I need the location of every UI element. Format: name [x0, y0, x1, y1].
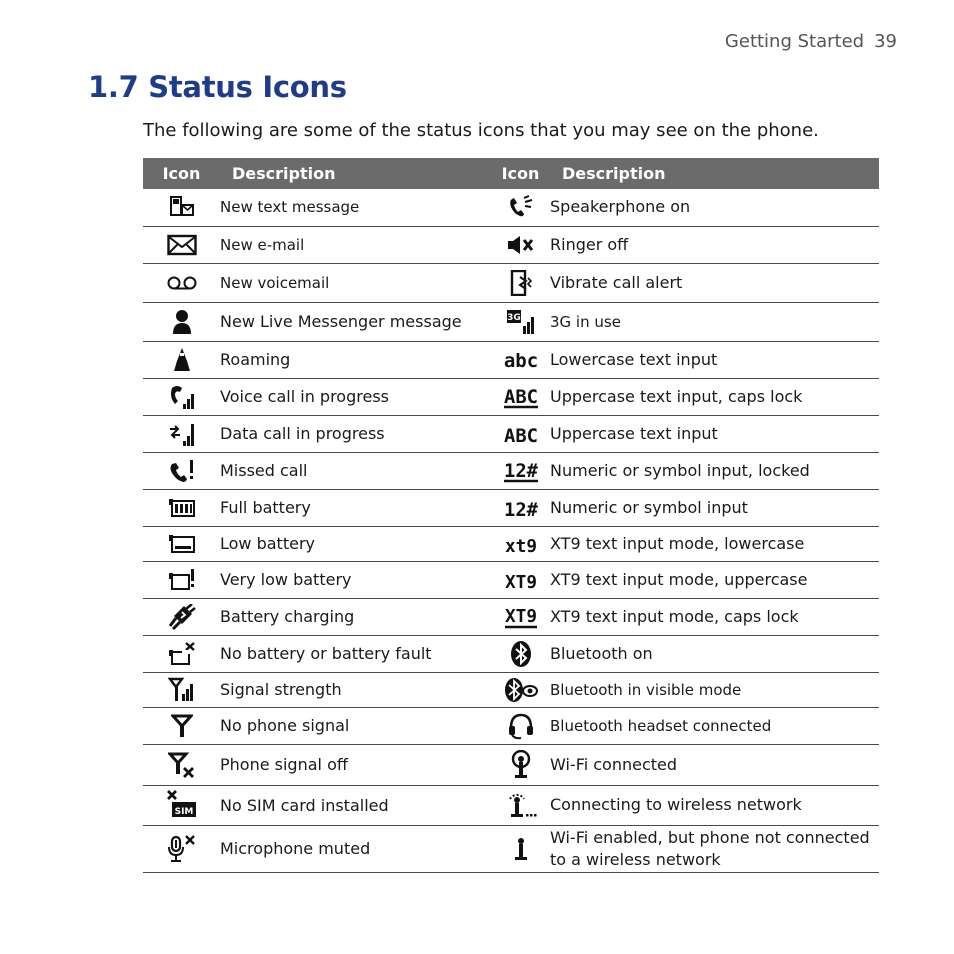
description: Wi-Fi connected [550, 744, 879, 785]
description: 3G in use [550, 302, 879, 341]
description: Uppercase text input, caps lock [550, 378, 879, 415]
description: No SIM card installed [220, 785, 491, 825]
description: Uppercase text input [550, 415, 879, 452]
vibrate-icon [491, 263, 550, 302]
table-row [143, 744, 879, 785]
roaming-icon [143, 341, 220, 378]
section-name: Getting Started [724, 31, 865, 52]
svg-text:3G: 3G [506, 312, 521, 323]
table-header-row [143, 158, 879, 189]
voice-call-icon [143, 378, 220, 415]
table-row [143, 785, 879, 825]
svg-text:SIM: SIM [174, 807, 193, 817]
description: Missed call [220, 452, 491, 489]
description: Lowercase text input [550, 341, 879, 378]
data-call-icon [143, 415, 220, 452]
table-row [143, 489, 879, 526]
description: Bluetooth headset connected [550, 707, 879, 744]
table-row [143, 415, 879, 452]
header-description: Description [220, 158, 491, 189]
description: Signal strength [220, 672, 491, 707]
svg-text:12#: 12# [503, 459, 539, 482]
table-row [143, 598, 879, 635]
svg-text:ABC: ABC [503, 424, 538, 446]
description: Roaming [220, 341, 491, 378]
svg-text:XT9: XT9 [504, 571, 537, 592]
mic-muted-icon [143, 825, 220, 872]
description: Numeric or symbol input, locked [550, 452, 879, 489]
header-icon: Icon [143, 158, 220, 189]
description: Ringer off [550, 226, 879, 263]
description: Bluetooth in visible mode [550, 672, 879, 707]
header-icon: Icon [491, 158, 550, 189]
table-row [143, 263, 879, 302]
table-row [143, 825, 879, 872]
signal-strength-icon [143, 672, 220, 707]
table-row [143, 707, 879, 744]
description: Numeric or symbol input [550, 489, 879, 526]
very-low-battery-icon [143, 561, 220, 598]
description: Low battery [220, 526, 491, 561]
table-row [143, 189, 879, 226]
no-sim-icon [143, 785, 220, 825]
bluetooth-headset-icon [491, 707, 550, 744]
battery-fault-icon [143, 635, 220, 672]
bluetooth-visible-icon [491, 672, 550, 707]
description: XT9 text input mode, uppercase [550, 561, 879, 598]
description: Phone signal off [220, 744, 491, 785]
description: XT9 text input mode, caps lock [550, 598, 879, 635]
table-row [143, 635, 879, 672]
description: Very low battery [220, 561, 491, 598]
description: New text message [220, 189, 491, 226]
ringer-off-icon [491, 226, 550, 263]
bluetooth-icon [491, 635, 550, 672]
xt9-caps-lock-icon [491, 598, 550, 635]
running-header [725, 31, 897, 52]
svg-text:ABC: ABC [503, 385, 538, 408]
description: Microphone muted [220, 825, 491, 872]
description: Voice call in progress [220, 378, 491, 415]
abc-lowercase-icon [491, 341, 550, 378]
wifi-enabled-icon [491, 825, 550, 872]
table-row [143, 452, 879, 489]
page-number: 39 [874, 31, 897, 52]
table-row [143, 378, 879, 415]
svg-text:12#: 12# [503, 498, 539, 520]
speakerphone-icon [491, 189, 550, 226]
description: Full battery [220, 489, 491, 526]
table-row [143, 561, 879, 598]
3g-signal-icon [491, 302, 550, 341]
description: Battery charging [220, 598, 491, 635]
battery-charging-icon [143, 598, 220, 635]
no-signal-icon [143, 707, 220, 744]
svg-text:XT9: XT9 [504, 605, 537, 627]
description: Speakerphone on [550, 189, 879, 226]
new-text-message-icon [143, 189, 220, 226]
svg-text:xt9: xt9 [504, 535, 537, 556]
description: Bluetooth on [550, 635, 879, 672]
voicemail-icon [143, 263, 220, 302]
signal-off-icon [143, 744, 220, 785]
full-battery-icon [143, 489, 220, 526]
wifi-connected-icon [491, 744, 550, 785]
description: No phone signal [220, 707, 491, 744]
numeric-locked-icon [491, 452, 550, 489]
svg-text:abc: abc [503, 349, 538, 372]
page-title: 1.7 Status Icons [88, 70, 347, 104]
description: Wi-Fi enabled, but phone not connected to a wireless network [550, 825, 879, 872]
description: New e-mail [220, 226, 491, 263]
description: XT9 text input mode, lowercase [550, 526, 879, 561]
header-description: Description [550, 158, 879, 189]
table-row [143, 672, 879, 707]
abc-caps-lock-icon [491, 378, 550, 415]
description: New voicemail [220, 263, 491, 302]
description: Vibrate call alert [550, 263, 879, 302]
description: Connecting to wireless network [550, 785, 879, 825]
low-battery-icon [143, 526, 220, 561]
missed-call-icon [143, 452, 220, 489]
xt9-lowercase-icon [491, 526, 550, 561]
xt9-uppercase-icon [491, 561, 550, 598]
table-row [143, 526, 879, 561]
table-row [143, 226, 879, 263]
numeric-icon [491, 489, 550, 526]
table-row [143, 341, 879, 378]
table-row [143, 302, 879, 341]
abc-uppercase-icon [491, 415, 550, 452]
description: Data call in progress [220, 415, 491, 452]
intro-text: The following are some of the status icons that you may see on the phone. [143, 120, 819, 141]
messenger-person-icon [143, 302, 220, 341]
envelope-icon [143, 226, 220, 263]
status-icons-table [143, 158, 879, 873]
description: New Live Messenger message [220, 302, 491, 341]
description: No battery or battery fault [220, 635, 491, 672]
wifi-connecting-icon [491, 785, 550, 825]
